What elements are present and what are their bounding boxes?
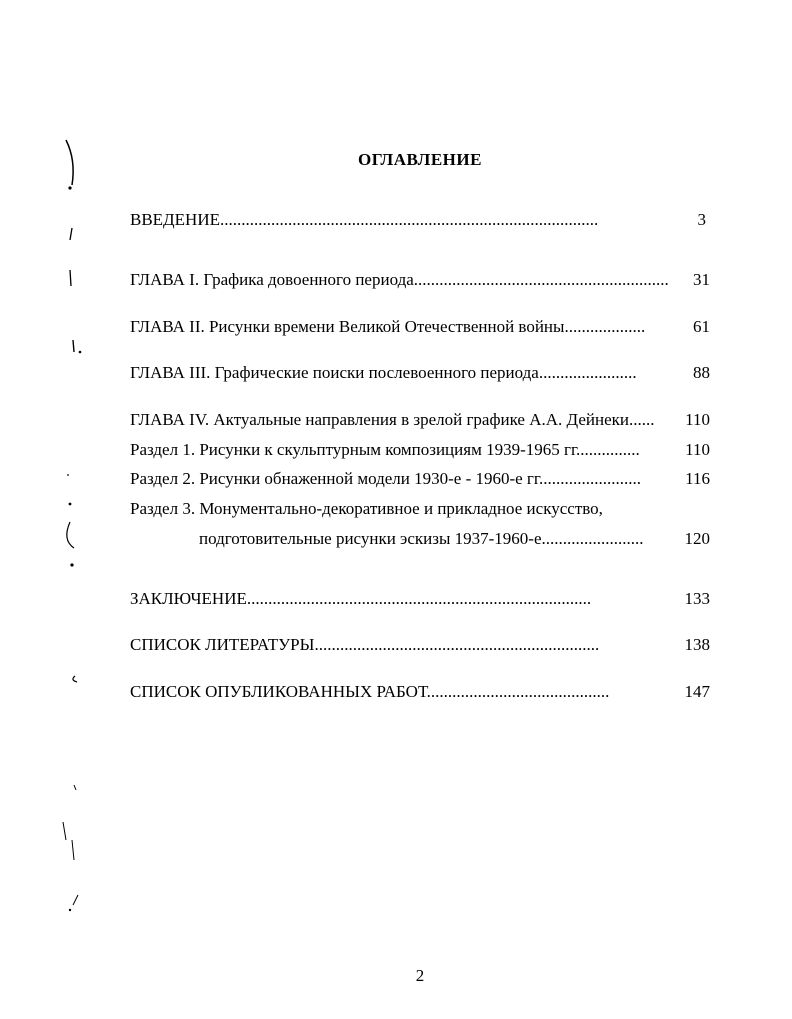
toc-entry-label: Раздел 1. Рисунки к скульптурным композициям 1939-1965 гг: [130, 440, 577, 459]
toc-entry-label: Раздел 2. Рисунки обнаженной модели 1930-е - 1960-е гг: [130, 469, 539, 488]
toc-page-number: 110: [685, 410, 710, 429]
toc-entry-section-2: [130, 469, 712, 489]
toc-page-number: 147: [684, 682, 710, 701]
toc-entry-section-3-continued: [199, 529, 712, 549]
toc-leader: ...........................................: [426, 682, 610, 701]
page-title: ОГЛАВЛЕНИЕ: [358, 150, 482, 169]
toc-entry-chapter-1: [130, 270, 712, 290]
toc-entry-label: ГЛАВА IV. Актуальные направления в зрелой графике А.А. Дейнеки: [130, 410, 629, 429]
page-number: 2: [415, 966, 425, 985]
toc-leader: ...............: [576, 440, 640, 459]
toc-entry-label: подготовительные рисунки эскизы 1937-1960-е: [199, 529, 542, 548]
toc-entry-conclusion: [130, 589, 712, 609]
toc-leader: ............................................................: [413, 270, 669, 289]
toc-leader: .........................................................................................: [219, 210, 599, 229]
toc-page-number: 88: [693, 363, 710, 382]
toc-page-number: 3: [697, 210, 706, 229]
toc-entry-publications: [130, 682, 712, 702]
toc-entry-label: ГЛАВА I. Графика довоенного периода: [130, 270, 414, 289]
toc-page-number: 61: [693, 317, 710, 336]
toc-entry-label: ЗАКЛЮЧЕНИЕ: [130, 589, 247, 608]
toc-page-number: 116: [685, 469, 710, 488]
toc-page-number: 31: [693, 270, 710, 289]
toc-entry-chapter-2: [130, 317, 712, 337]
toc-leader: ......: [628, 410, 655, 429]
toc-entry-chapter-4: [130, 410, 712, 430]
toc-leader: ........................: [541, 529, 644, 548]
toc-leader: ...................: [564, 317, 646, 336]
toc-entry-section-3: [130, 499, 712, 519]
toc-entry-label: Раздел 3. Монументально-декоративное и прикладное искусство,: [130, 499, 603, 518]
toc-entry-section-1: [130, 440, 712, 460]
toc-entry-bibliography: [130, 635, 712, 655]
toc-entry-label: ГЛАВА II. Рисунки времени Великой Отечественной войны: [130, 317, 565, 336]
toc-page-number: 110: [685, 440, 710, 459]
toc-leader: .................................................................................: [246, 589, 592, 608]
toc-entry-chapter-3: [130, 363, 712, 383]
toc-entry-label: СПИСОК ЛИТЕРАТУРЫ: [130, 635, 315, 654]
toc-page-number: 133: [684, 589, 710, 608]
toc-page-number: 120: [684, 529, 710, 548]
toc-entry-label: ГЛАВА III. Графические поиски послевоенного периода: [130, 363, 539, 382]
toc-entry-introduction: [130, 210, 712, 230]
toc-leader: .......................: [538, 363, 637, 382]
toc-leader: ........................: [538, 469, 641, 488]
toc-leader: ...................................................................: [314, 635, 600, 654]
toc-page-number: 138: [684, 635, 710, 654]
toc-entry-label: ВВЕДЕНИЕ: [130, 210, 220, 229]
toc-entry-label: СПИСОК ОПУБЛИКОВАННЫХ РАБОТ: [130, 682, 427, 701]
